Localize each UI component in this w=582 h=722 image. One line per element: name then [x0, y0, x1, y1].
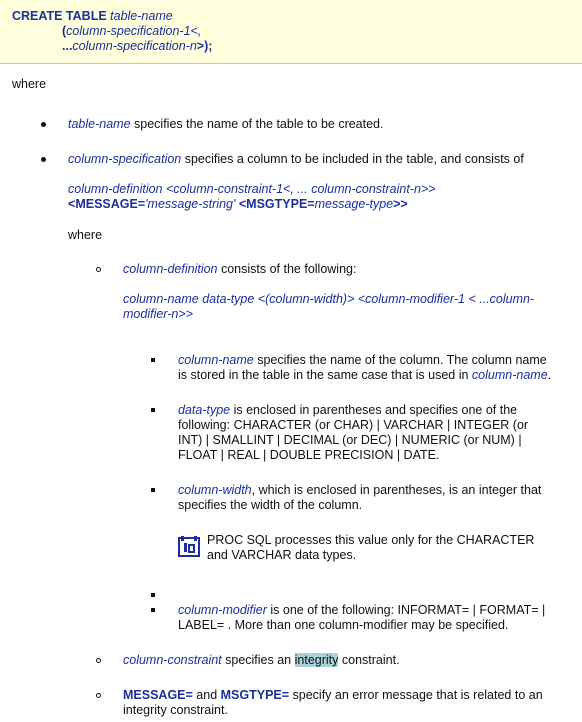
bullet-dot: [41, 157, 46, 162]
note-text: PROC SQL processes this value only for the CHARACTER and VARCHAR data types.: [207, 533, 535, 562]
column-constraint-item: column-constraint specifies an integrity constraint.: [123, 653, 400, 667]
term-column-constraint[interactable]: column-constraint: [123, 653, 222, 667]
term-column-name[interactable]: column-name: [178, 353, 254, 367]
where-inner-label: where: [68, 228, 103, 242]
bullet-circle: [96, 693, 101, 698]
term-column-width[interactable]: column-width: [178, 483, 252, 497]
highlighted-word: integrity: [294, 653, 339, 667]
table-name-item: table-name specifies the name of the table to be created.: [68, 117, 384, 131]
bullet-square: [151, 593, 155, 597]
bullet-square: [151, 358, 155, 362]
where-label: where: [12, 77, 47, 91]
syntax-box: [0, 0, 582, 64]
bullet-circle: [96, 658, 101, 663]
syntax-line-3: ...column-specification-n>);: [62, 39, 213, 53]
term-column-definition[interactable]: column-definition: [123, 262, 218, 276]
syntax-arg: table-name: [110, 9, 173, 23]
data-type-item: data-type is enclosed in parentheses and specifies one of the following: CHARACTER (or CHAR) | VARCHAR | INTEGER (or INT) | SMALLINT | DECIMAL (or DEC) | NUMERIC (or NUM) | FLOAT | REAL | DOUBLE PRECISION | DATE.: [178, 403, 529, 462]
term-column-modifier[interactable]: column-modifier: [178, 603, 267, 617]
colspec-syntax-line-1: column-definition <column-constraint-1<, ... column-constraint-n>>: [68, 182, 436, 196]
keyword-message[interactable]: MESSAGE=: [123, 688, 193, 702]
syntax-keyword: CREATE TABLE: [12, 9, 107, 23]
keyword-msgtype[interactable]: MSGTYPE=: [220, 688, 290, 702]
bullet-dot: [41, 122, 46, 127]
bullet-square: [151, 608, 155, 612]
column-width-item: column-width, which is enclosed in parentheses, is an integer that specifies the width of the column.: [178, 483, 542, 512]
coldef-syntax-line-2: modifier-n>>: [123, 307, 193, 321]
column-definition-item: column-definition consists of the following:: [123, 262, 357, 276]
column-name-item: column-name specifies the name of the column. The column name is stored in the table in the same case that is used in column-name.: [178, 353, 552, 382]
message-item: MESSAGE= and MSGTYPE= specify an error message that is related to an integrity constraint.: [123, 688, 543, 717]
bullet-circle: [96, 267, 101, 272]
bullet-square: [151, 408, 155, 412]
syntax-line-2: (column-specification-1<,: [62, 24, 202, 38]
column-specification-item: column-specification specifies a column to be included in the table, and consists of: [68, 152, 524, 166]
column-modifier-item: column-modifier is one of the following: INFORMAT= | FORMAT= | LABEL= . More than one column-modifier may be specified.: [178, 603, 546, 632]
coldef-syntax-line-1: column-name data-type <(column-width)> <column-modifier-1 < ...column-: [123, 292, 535, 306]
term-table-name[interactable]: table-name: [68, 117, 131, 131]
note-icon: [178, 535, 200, 557]
term-data-type[interactable]: data-type: [178, 403, 231, 417]
colspec-syntax-line-2: <MESSAGE='message-string' <MSGTYPE=message-type>>: [68, 197, 408, 211]
bullet-square: [151, 488, 155, 492]
term-column-specification[interactable]: column-specification: [68, 152, 182, 166]
syntax-line-1: [12, 9, 582, 24]
